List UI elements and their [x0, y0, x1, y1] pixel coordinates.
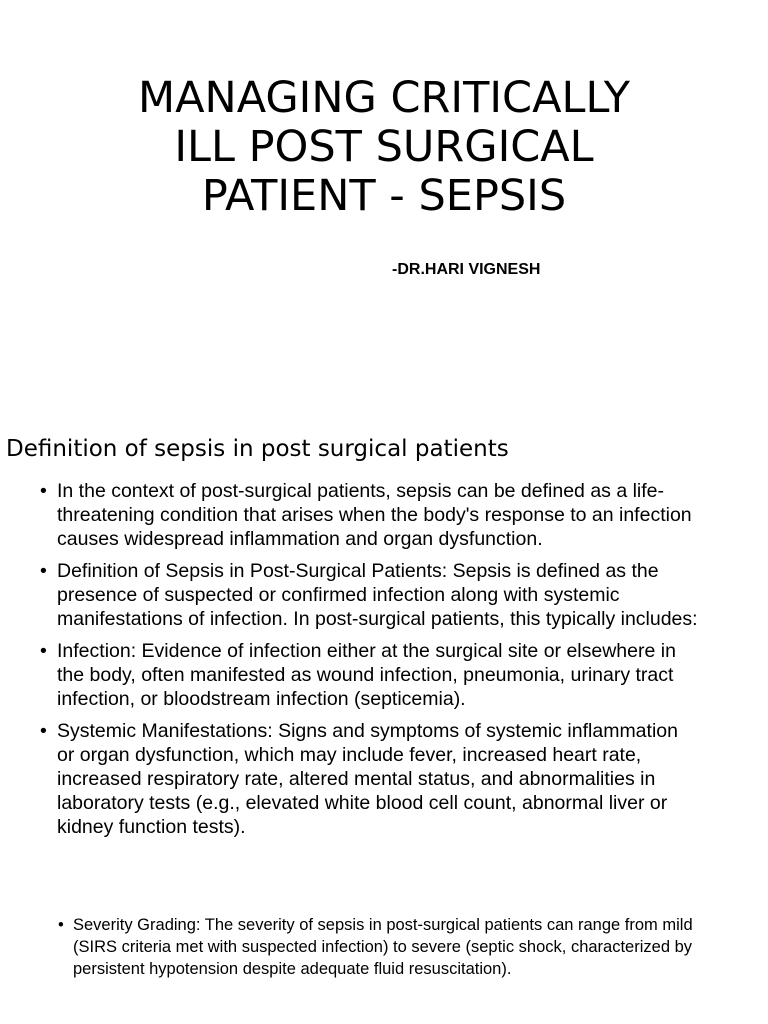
slide-heading: Definition of sepsis in post surgical patients [6, 436, 509, 462]
presentation-title [0, 74, 768, 221]
list-item [40, 479, 700, 551]
title-line: PATIENT - SEPSIS [201, 171, 567, 221]
title-line: ILL POST SURGICAL [174, 122, 594, 172]
list-item [40, 719, 700, 839]
bullet-text: Severity Grading: The severity of sepsis in post-surgical patients can range from mild (SIRS criteria met with suspected infection) to severe (septic shock, characterized by persistent hypotension despite adequate fluid resuscitation). [73, 916, 693, 978]
bullet-glyph: • [40, 640, 47, 662]
title-slide [0, 0, 768, 410]
title-line: MANAGING CRITICALLY [138, 73, 630, 123]
list-item [40, 559, 700, 631]
bullet-text: Systemic Manifestations: Signs and symptoms of systemic inflammation or organ dysfunction, which may include fever, increased heart rate, increased respiratory rate, altered mental status, and abnormalities in laboratory tests (e.g., elevated white blood cell count, abnormal liver or kidney function tests). [57, 720, 678, 838]
bullet-list [40, 479, 700, 847]
bullet-glyph: • [40, 560, 47, 582]
bullet-glyph: • [40, 720, 47, 742]
bullet-glyph: • [40, 480, 47, 502]
bullet-text: In the context of post-surgical patients, sepsis can be defined as a life-threatening condition that arises when the body's response to an infection causes widespread inflammation and organ dysfunction. [57, 480, 692, 550]
bullet-text: Infection: Evidence of infection either at the surgical site or elsewhere in the body, often manifested as wound infection, pneumonia, urinary tract infection, or bloodstream infection (septicemia). [57, 640, 676, 710]
sub-bullet-list [58, 914, 698, 980]
bullet-text: Definition of Sepsis in Post-Surgical Patients: Sepsis is defined as the presence of suspected or confirmed infection along with systemic manifestations of infection. In post-surgical patients, this typically includes: [57, 560, 698, 630]
list-item [58, 914, 698, 980]
author-name: -DR.HARI VIGNESH [392, 261, 541, 278]
definition-slide [0, 410, 768, 1024]
bullet-glyph: • [58, 916, 64, 934]
list-item [40, 639, 700, 711]
